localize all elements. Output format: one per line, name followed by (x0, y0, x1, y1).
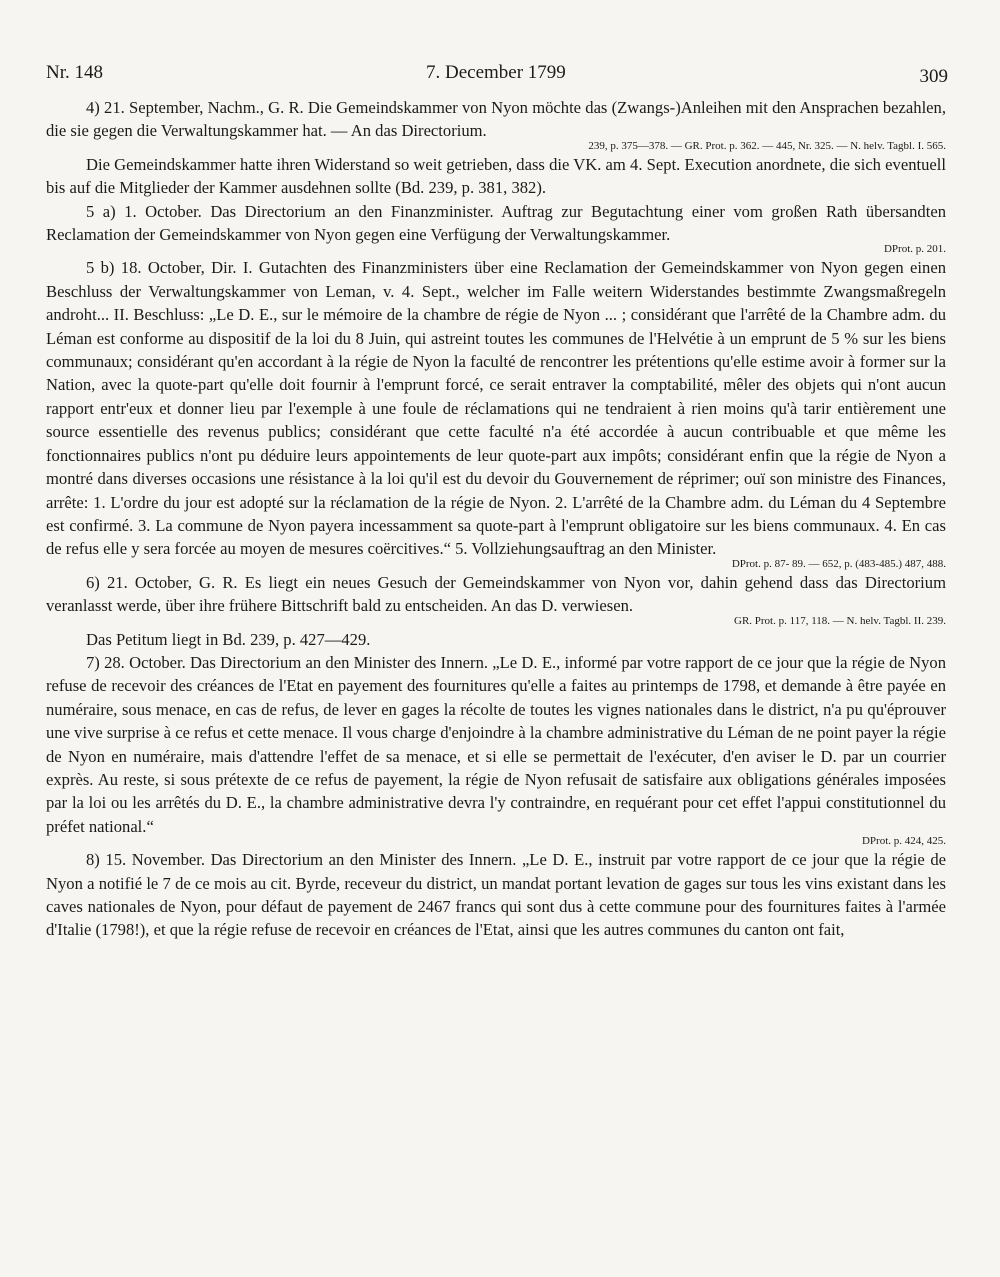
entry-4-note: Die Gemeindskammer hatte ihren Widerstand so weit getrieben, dass die VK. am 4. Sept. Execution anordnete, die sich eventuell bis auf die Mitglieder der Kammer ausdehnen sollte (Bd. 239, p. 381, 382). (46, 154, 946, 198)
entry-5a-source: DProt. p. 201. (883, 243, 946, 256)
entry-5b: 5 b) 18. October, Dir. I. Gutachten des Finanzministers über eine Reclamation der Gemeindskammer von Nyon gegen einen Beschluss der Verwaltungskammer von Leman, v. 4. Sept., welcher im Falle weitern Widerstandes bestimmte Zwangsmaßregeln androht... II. Beschluss: „Le D. E., sur le mémoire de la chambre de régie de Nyon ... ; considérant que l'arrêté de la Chambre adm. du Léman est conforme au dispositif de la loi du 8 Juin, qui astreint toutes les communes de l'Helvétie à un emprunt de 5 % sur les biens communaux; considérant qu'en accordant à la régie de Nyon la faculté de rencontrer les prétentions qu'elle estime avoir à former sur la Nation, avec la quote-part qu'elle doit fournir à l'emprunt forcé, ce serait entraver la comptabilité, mêler des objets qui n'ont aucun rapport entr'eux et donner lieu par l'exemple à une foule de réclamations qui ne tendraient à rien moins qu'à tarir entièrement une source essentielle des revenus publics; considérant que cette faculté n'a été accordée à aucun contribuable et que même les fonctionnaires publics n'ont pu déduire leurs appointements de leur quote-part aux impôts; considérant enfin que la régie de Nyon a montré dans diverses occasions une résistance à la loi qu'il est du devoir du Gouvernement de réprimer; ouï son ministre des Finances, arrête: 1. L'ordre du jour est adopté sur la réclamation de la régie de Nyon. 2. L'arrêté de la Chambre adm. du Léman du 4 Septembre est confirmé. 3. La commune de Nyon payera incessamment sa quote-part à l'emprunt obligatoire sur les biens communaux. 4. En cas de refus elle y sera forcée au moyen de mesures coërcitives.“ 5. Vollziehungsauftrag an den Minister. (46, 258, 946, 559)
entry-6-source: GR. Prot. p. 117, 118. — N. helv. Tagbl. II. 239. (734, 614, 946, 627)
entry-8: 8) 15. November. Das Directorium an den Minister des Innern. „Le D. E., instruit par votre rapport de ce jour que la régie de Nyon a notifié le 7 de ce mois au cit. Byrde, receveur du district, un mandat portant levation de gages sur tous les vins existant dans les caves nationales de Nyon, pour défaut de payement de 2467 francs qui sont dus à cette commune pour des fournitures faites à l'armée d'Italie (1798!), et que la régie refuse de recevoir en créances de l'Etat, ainsi que les autres communes du canton ont fait, (46, 850, 946, 940)
document-body (46, 96, 946, 942)
entry-7-source: DProt. p. 424, 425. (861, 835, 946, 848)
document-page (46, 62, 946, 942)
page-number: 309 (919, 66, 948, 87)
entry-6: 6) 21. October, G. R. Es liegt ein neues Gesuch der Gemeindskammer von Nyon vor, dahin gehend dass das Directorium veranlasst werde, über ihre frühere Bittschrift bald zu entscheiden. An das D. verwiesen. (46, 572, 946, 616)
entry-6-note: Das Petitum liegt in Bd. 239, p. 427—429. (86, 629, 371, 649)
entry-4: 4) 21. September, Nachm., G. R. Die Gemeindskammer von Nyon möchte das (Zwangs-)Anleihen mit den Ansprachen bezahlen, die sie gegen die Verwaltungskammer hat. — An das Directorium. (46, 98, 946, 141)
entry-7: 7) 28. October. Das Directorium an den Minister des Innern. „Le D. E., informé par votre rapport de ce jour que la régie de Nyon refuse de recevoir des créances de l'Etat en payement des fournitures qu'elle a faites au printemps de 1798, et demande à être payée en numéraire, sous menace, en cas de refus, de lever en gages la récolte de toutes les vignes nationales dans le district, n'a pu qu'éprouver une vive surprise à ce refus et cette menace. Il vous charge d'enjoindre à la chambre administrative du Léman de ne point payer la régie de Nyon en numéraire, mais d'attendre l'effet de sa menace, et si elle se permettait de l'exécuter, d'en aviser le D. par un courrier exprès. Au reste, si sous prétexte de ce refus de payement, la régie de Nyon refusait de satisfaire aux obligations générales imposées par la loi ou les arrêtés du D. E., la chambre administrative devra l'y contraindre, en requérant pour cet effet l'appui constitutionnel du préfet national.“ (46, 652, 946, 836)
document-number: Nr. 148 (46, 62, 103, 83)
entry-5b-source: DProt. p. 87- 89. — 652, p. (483-485.) 487, 488. (731, 557, 946, 570)
header-date: 7. December 1799 (426, 62, 566, 83)
entry-4-source: 239, p. 375—378. — GR. Prot. p. 362. — 445, Nr. 325. — N. helv. Tagbl. I. 565. (588, 139, 946, 152)
page-header (46, 62, 946, 92)
entry-5a: 5 a) 1. October. Das Directorium an den Finanzminister. Auftrag zur Begutachtung einer vom großen Rath übersandten Reclamation der Gemeindskammer von Nyon gegen eine Verfügung der Verwaltungskammer. (46, 201, 946, 245)
